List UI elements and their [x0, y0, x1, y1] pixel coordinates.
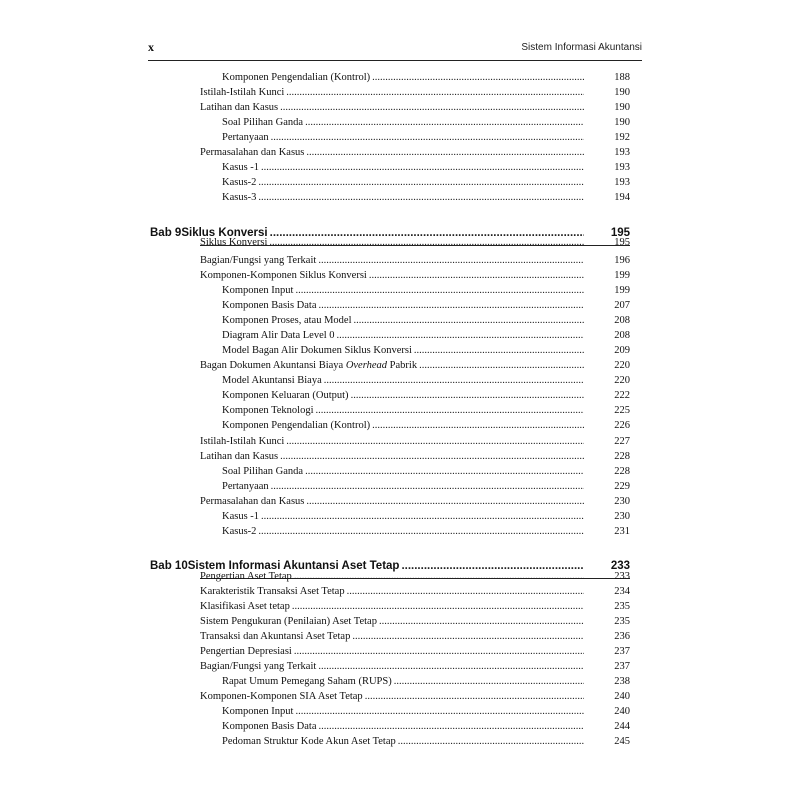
toc-dot-leader [347, 586, 584, 597]
toc-page-number: 235 [614, 616, 630, 627]
toc-entry [150, 360, 630, 374]
page-number: x [148, 40, 154, 54]
toc-page-number: 195 [614, 237, 630, 248]
toc-entry [150, 405, 630, 419]
toc-dot-leader [261, 511, 584, 522]
toc-dot-leader [295, 285, 584, 296]
toc-entry [150, 270, 630, 284]
toc-page-number: 209 [614, 345, 630, 356]
toc-dot-leader [353, 315, 584, 326]
toc-entry-title: Soal Pilihan Ganda [222, 117, 304, 128]
page-header [148, 40, 642, 61]
toc-entry-title: Komponen-Komponen SIA Aset Tetap [200, 691, 363, 702]
toc-page-number: 190 [614, 102, 630, 113]
toc-dot-leader [292, 601, 584, 612]
toc-entry [150, 102, 630, 116]
toc-page-number: 235 [614, 601, 630, 612]
toc-entry-title: Model Akuntansi Biaya [222, 375, 322, 386]
toc-entry-title: Pengertian Depresiasi [200, 646, 292, 657]
toc-dot-leader [372, 420, 584, 431]
toc-entry [150, 601, 630, 615]
toc-entry-title: Kasus-3 [222, 192, 257, 203]
toc-entry-title: Diagram Alir Data Level 0 [222, 330, 335, 341]
toc-dot-leader [295, 706, 584, 717]
toc-page-number: 193 [614, 147, 630, 158]
toc-dot-leader [271, 481, 584, 492]
toc-page-number: 233 [614, 571, 630, 582]
toc-page-number: 193 [614, 162, 630, 173]
toc-dot-leader [280, 451, 584, 462]
toc-dot-leader [352, 631, 584, 642]
toc-chapter-number: Bab 9 [150, 227, 182, 239]
toc-page-number: 226 [614, 420, 630, 431]
toc-entry [150, 132, 630, 146]
toc-entry-title: Komponen Basis Data [222, 300, 317, 311]
toc-entry [150, 375, 630, 389]
toc-dot-leader [318, 661, 584, 672]
toc-entry [150, 237, 630, 251]
toc-page-number: 227 [614, 436, 630, 447]
toc-page-number: 231 [614, 526, 630, 537]
toc-entry-title: Sistem Pengukuran (Penilaian) Aset Tetap [200, 616, 377, 627]
toc-page-number: 236 [614, 631, 630, 642]
toc-dot-leader [394, 676, 584, 687]
toc-entry [150, 736, 630, 750]
toc-dot-leader [286, 436, 584, 447]
toc-dot-leader [294, 646, 584, 657]
toc-page-number: 192 [614, 132, 630, 143]
toc-entry-title: Pengertian Aset Tetap [200, 571, 292, 582]
italic-term: Overhead [345, 360, 388, 371]
toc-dot-leader [324, 375, 584, 386]
toc-entry-title: Pertanyaan [222, 481, 269, 492]
toc-dot-leader [398, 736, 584, 747]
toc-page-number: 240 [614, 706, 630, 717]
toc-entry [150, 571, 630, 585]
toc-page-number: 196 [614, 255, 630, 266]
toc-entry-title: Siklus Konversi [181, 227, 268, 239]
toc-dot-leader [318, 255, 584, 266]
toc-entry-title: Transaksi dan Akuntansi Aset Tetap [200, 631, 351, 642]
toc-entry-title: Komponen Teknologi [222, 405, 314, 416]
toc-entry [150, 706, 630, 720]
toc-entry-title: Istilah-Istilah Kunci [200, 436, 285, 447]
toc-entry-title: Sistem Informasi Akuntansi Aset Tetap [187, 560, 400, 572]
toc-dot-leader [337, 330, 584, 341]
toc-entry [150, 436, 630, 450]
toc-entry [150, 586, 630, 600]
toc-entry [150, 147, 630, 161]
toc-entry-title: Istilah-Istilah Kunci [200, 87, 285, 98]
toc-entry-title: Pedoman Struktur Kode Akun Aset Tetap [222, 736, 396, 747]
toc-page-number: 225 [614, 405, 630, 416]
toc-page-number: 228 [614, 466, 630, 477]
toc-dot-leader [319, 721, 585, 732]
toc-page-number: 229 [614, 481, 630, 492]
toc-page-number: 195 [610, 227, 630, 239]
toc-page-number: 234 [614, 586, 630, 597]
toc-dot-leader [379, 616, 584, 627]
toc-dot-leader [305, 117, 584, 128]
toc-entry-title: Karakteristik Transaksi Aset Tetap [200, 586, 345, 597]
toc-entry-title: Komponen Keluaran (Output) [222, 390, 349, 401]
toc-dot-leader [271, 132, 584, 143]
toc-entry-title: Pertanyaan [222, 132, 269, 143]
toc-chapter-number: Bab 10 [150, 560, 188, 572]
toc-entry [150, 496, 630, 510]
toc-page-number: 188 [614, 72, 630, 83]
toc-entry [150, 721, 630, 735]
toc-entry-title: Komponen Proses, atau Model [222, 315, 352, 326]
toc-page-number: 193 [614, 177, 630, 188]
toc-entry-title: Komponen Pengendalian (Kontrol) [222, 72, 371, 83]
toc-entry-title: Kasus-2 [222, 177, 257, 188]
toc-page-number: 220 [614, 375, 630, 386]
toc-page-number: 245 [614, 736, 630, 747]
toc-page-number: 240 [614, 691, 630, 702]
toc-page-number: 230 [614, 511, 630, 522]
toc-page-number: 207 [614, 300, 630, 311]
toc-dot-leader [286, 87, 584, 98]
toc-page-number: 244 [614, 721, 630, 732]
toc-entry [150, 661, 630, 675]
toc-entry [150, 466, 630, 480]
toc-page-number: 233 [610, 560, 630, 572]
toc-entry-title: Kasus -1 [222, 511, 260, 522]
toc-entry-title: Latihan dan Kasus [200, 451, 279, 462]
toc-entry [150, 616, 630, 630]
toc-entry-title: Bagan Dokumen Akuntansi Biaya Overhead Pabrik [200, 360, 418, 371]
toc-entry-title: Rapat Umum Pemegang Saham (RUPS) [222, 676, 392, 687]
toc-entry [150, 177, 630, 191]
toc-entry [150, 646, 630, 660]
toc-dot-leader [294, 571, 584, 582]
toc-entry [150, 420, 630, 434]
toc-dot-leader [414, 345, 584, 356]
toc-dot-leader [305, 466, 584, 477]
toc-entry-title: Komponen Basis Data [222, 721, 317, 732]
toc-entry-title: Kasus-2 [222, 526, 257, 537]
toc-entry [150, 330, 630, 344]
toc-entry-title: Siklus Konversi [200, 237, 268, 248]
toc-dot-leader [319, 300, 585, 311]
toc-entry-title: Komponen Input [222, 285, 294, 296]
toc-entry-title: Komponen Pengendalian (Kontrol) [222, 420, 371, 431]
toc-dot-leader [258, 177, 584, 188]
toc-page-number: 190 [614, 117, 630, 128]
toc-dot-leader [351, 390, 584, 401]
toc-page-number: 238 [614, 676, 630, 687]
toc-page-number: 194 [614, 192, 630, 203]
toc-entry-title: Kasus -1 [222, 162, 260, 173]
toc-entry-title: Permasalahan dan Kasus [200, 496, 305, 507]
toc-entry-title: Permasalahan dan Kasus [200, 147, 305, 158]
toc-page-number: 208 [614, 315, 630, 326]
toc-page-number: 222 [614, 390, 630, 401]
toc-dot-leader [316, 405, 584, 416]
toc-dot-leader [369, 270, 584, 281]
toc-page-number: 228 [614, 451, 630, 462]
toc-entry [150, 87, 630, 101]
toc-dot-leader [365, 691, 584, 702]
toc-dot-leader [258, 192, 584, 203]
toc-entry [150, 676, 630, 690]
toc-entry [150, 390, 630, 404]
toc-page-number: 199 [614, 270, 630, 281]
toc-entry [150, 511, 630, 525]
toc-entry [150, 285, 630, 299]
toc-entry [150, 117, 630, 131]
toc-entry [150, 451, 630, 465]
toc-page-number: 230 [614, 496, 630, 507]
toc-page-number: 190 [614, 87, 630, 98]
toc-entry [150, 691, 630, 705]
toc-dot-leader [372, 72, 584, 83]
toc-dot-leader [280, 102, 584, 113]
running-title: Sistem Informasi Akuntansi [521, 42, 642, 53]
toc-entry [150, 631, 630, 645]
toc-page-number: 220 [614, 360, 630, 371]
toc-entry-title: Komponen Input [222, 706, 294, 717]
toc-entry [150, 526, 630, 540]
toc-entry-title: Bagian/Fungsi yang Terkait [200, 661, 317, 672]
toc-entry [150, 481, 630, 495]
toc-entry-title: Bagian/Fungsi yang Terkait [200, 255, 317, 266]
toc-entry [150, 255, 630, 269]
toc-page-number: 237 [614, 661, 630, 672]
toc-entry-title: Komponen-Komponen Siklus Konversi [200, 270, 367, 281]
toc-entry-title: Klasifikasi Aset tetap [200, 601, 290, 612]
toc-entry [150, 315, 630, 329]
toc-entry-title: Soal Pilihan Ganda [222, 466, 304, 477]
toc-page-number: 199 [614, 285, 630, 296]
toc-entry [150, 192, 630, 206]
toc-page-number: 237 [614, 646, 630, 657]
toc-entry [150, 345, 630, 359]
toc-dot-leader [269, 237, 584, 248]
toc-entry-title: Latihan dan Kasus [200, 102, 279, 113]
toc-entry-title: Model Bagan Alir Dokumen Siklus Konversi [222, 345, 412, 356]
toc-dot-leader [306, 496, 584, 507]
toc-dot-leader [306, 147, 584, 158]
toc-entry [150, 72, 630, 86]
toc-entry [150, 162, 630, 176]
toc-entry [150, 300, 630, 314]
toc-page-number: 208 [614, 330, 630, 341]
toc-dot-leader [261, 162, 584, 173]
toc-dot-leader [258, 526, 584, 537]
toc-dot-leader [419, 360, 584, 371]
